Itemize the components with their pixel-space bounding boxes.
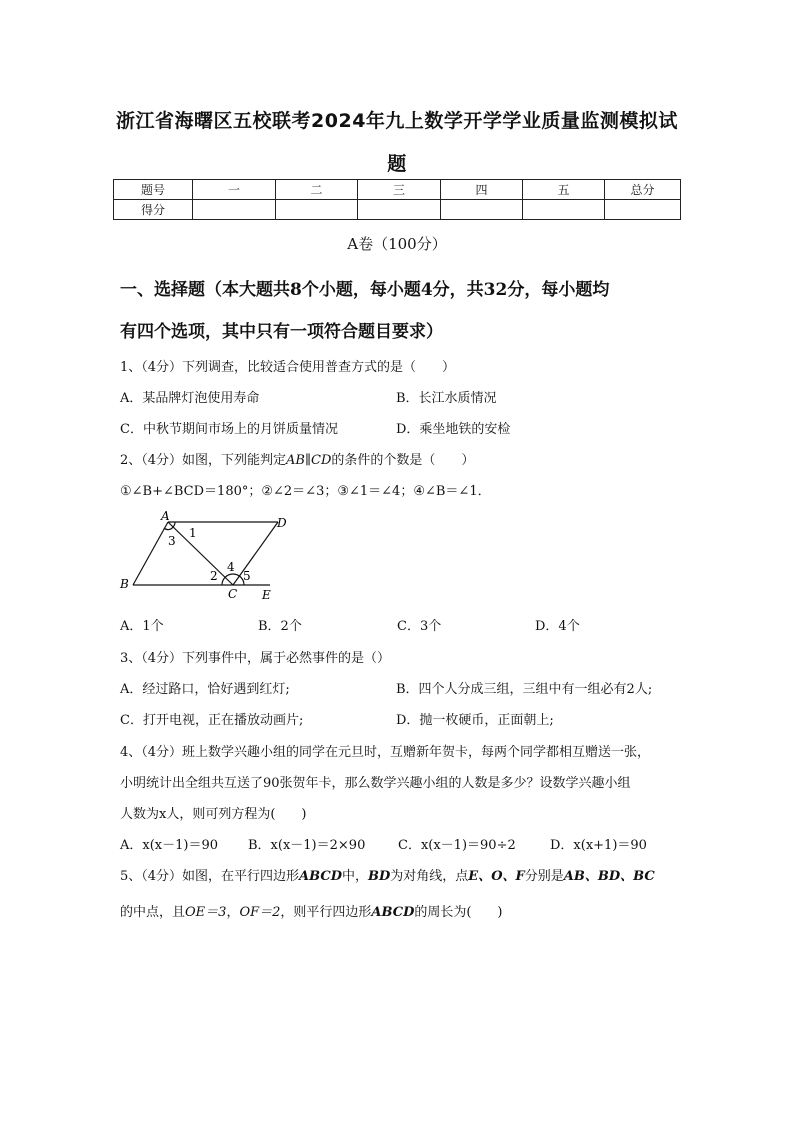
q5-math: BD [368, 869, 391, 884]
section-heading: A卷（100分） [347, 235, 447, 253]
q5-math: OE＝3 [185, 905, 227, 920]
q5-text: 中， [341, 869, 368, 884]
score-blank-cell [193, 200, 276, 220]
question-2-option-b: B．2个 [258, 619, 302, 634]
question-2-conditions: ①∠B+∠BCD＝180°；②∠2＝∠3；③∠1＝∠4；④∠B＝∠1． [120, 484, 491, 499]
score-cell-1: 一 [193, 180, 276, 200]
score-blank-cell [276, 200, 358, 220]
question-3-option-d: D．抛一枚硬币，正面朝上; [396, 713, 554, 728]
fig-label-d: D [277, 516, 287, 530]
score-blank-cell [523, 200, 605, 220]
document-title-line1: 浙江省海曙区五校联考2024年九上数学开学学业质量监测模拟试 [116, 110, 678, 132]
question-4-line1: 4、（4分）班上数学兴趣小组的同学在元旦时，互赠新年贺卡，每两个同学都相互赠送一张， [120, 745, 651, 760]
question-2-stem-post: 的条件的个数是（ ） [331, 453, 475, 468]
fig-label-e: E [262, 588, 271, 602]
score-cell-4: 四 [441, 180, 523, 200]
question-2-option-c: C．3个 [397, 619, 442, 634]
question-4-option-a: A．x(x－1)＝90 [120, 838, 219, 853]
fig-angle-4: 4 [227, 560, 235, 574]
q5-text: 的周长为( ) [414, 905, 503, 920]
q5-text: 为对角线，点 [390, 869, 469, 884]
q5-text: 的中点，且 [120, 905, 186, 920]
question-3-stem: 3、（4分）下列事件中，属于必然事件的是（） [120, 651, 391, 666]
line-ac [168, 522, 233, 585]
score-table [113, 179, 681, 220]
question-3-option-a: A．经过路口，恰好遇到红灯; [120, 682, 290, 697]
question-3-option-b: B．四个人分成三组，三组中有一组必有2人; [396, 682, 653, 697]
fig-angle-2: 2 [210, 569, 218, 583]
question-1-option-a: A．某品牌灯泡使用寿命 [120, 391, 260, 406]
fig-angle-5: 5 [243, 569, 251, 583]
score-blank-cell [358, 200, 441, 220]
question-5-line1 [120, 865, 655, 884]
question-1-option-c: C．中秋节期间市场上的月饼质量情况 [120, 422, 338, 437]
q5-math: ABCD [371, 905, 415, 920]
question-2-stem-math: AB∥CD [286, 453, 332, 468]
score-row-label: 得分 [114, 200, 193, 220]
q5-math: E、O、F [468, 869, 525, 884]
score-blank-cell [605, 200, 681, 220]
question-1-option-b: B．长江水质情况 [396, 391, 497, 406]
question-4-option-d: D．x(x+1)＝90 [550, 838, 647, 853]
part-heading-line2: 有四个选项，其中只有一项符合题目要求） [120, 322, 443, 342]
angle-arc-1 [173, 522, 175, 527]
q5-text: 5、（4分）如图，在平行四边形 [120, 869, 300, 884]
question-1-option-d: D．乘坐地铁的安检 [396, 422, 511, 437]
question-3-option-c: C．打开电视，正在播放动画片; [120, 713, 304, 728]
q5-text: ，则平行四边形 [280, 905, 372, 920]
q5-math: OF＝2 [239, 905, 281, 920]
score-cell-total: 总分 [605, 180, 681, 200]
question-2-option-d: D．4个 [535, 619, 580, 634]
score-cell-3: 三 [358, 180, 441, 200]
part-heading-line1: 一、选择题（本大题共8个小题，每小题4分，共32分，每小题均 [120, 280, 610, 300]
question-2-figure [112, 508, 302, 604]
question-2-stem-pre: 2、（4分）如图，下列能判定 [120, 453, 287, 468]
fig-angle-1: 1 [189, 526, 197, 540]
question-4-line3: 人数为x人，则可列方程为( ) [120, 807, 307, 822]
line-ab [133, 522, 168, 585]
fig-label-b: B [120, 577, 129, 591]
score-table-header-row [114, 180, 681, 200]
score-blank-cell [441, 200, 523, 220]
document-title-line2: 题 [387, 153, 407, 175]
q5-text: 分别是 [524, 869, 564, 884]
q5-math: ABCD [299, 869, 342, 884]
score-cell-5: 五 [523, 180, 605, 200]
question-2-option-a: A．1个 [120, 619, 164, 634]
score-table-score-row [114, 200, 681, 220]
fig-label-c: C [228, 587, 238, 601]
score-cell-label: 题号 [114, 180, 193, 200]
fig-label-a: A [161, 509, 170, 523]
question-4-option-b: B．x(x－1)＝2×90 [248, 838, 366, 853]
question-5-line2 [120, 901, 503, 920]
fig-angle-3: 3 [168, 534, 176, 548]
angle-arc-c [222, 574, 244, 585]
q5-math: AB、BD、BC [563, 869, 655, 884]
question-4-option-c: C．x(x－1)＝90÷2 [398, 838, 516, 853]
question-2-stem [120, 449, 474, 468]
question-4-line2: 小明统计出全组共互送了90张贺年卡，那么数学兴趣小组的人数是多少？设数学兴趣小组 [120, 776, 631, 791]
score-cell-2: 二 [276, 180, 358, 200]
question-1-stem: 1、（4分）下列调查，比较适合使用普查方式的是（ ） [120, 360, 456, 375]
q5-text: ， [226, 905, 240, 920]
